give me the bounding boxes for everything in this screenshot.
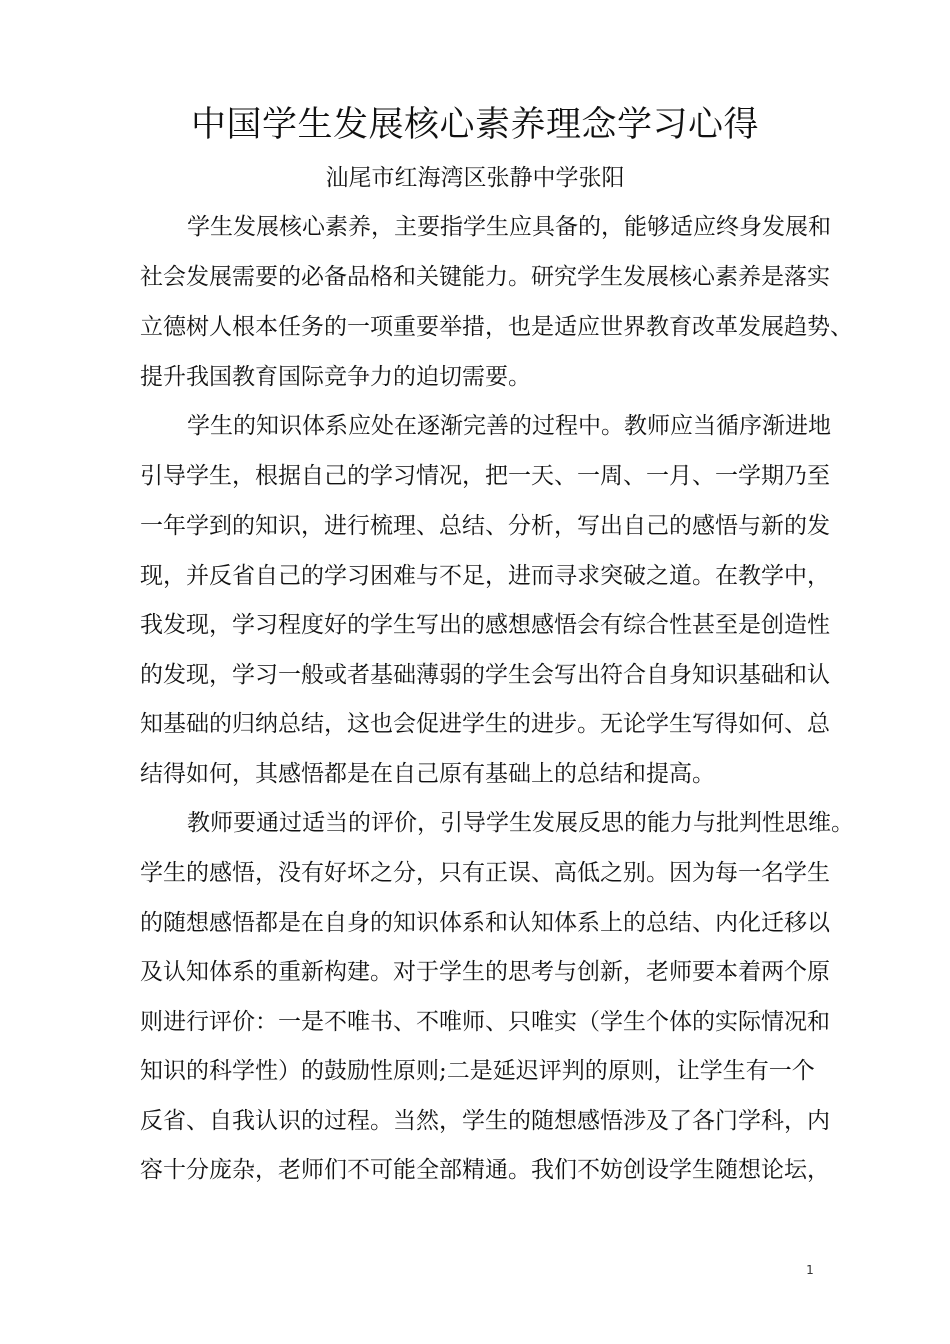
paragraph-2-line-4: 现，并反省自己的学习困难与不足，进而寻求突破之道。在教学中， [140,563,830,589]
paragraph-3-line-6: 知识的科学性）的鼓励性原则;二是延迟评判的原则，让学生有一个 [140,1058,815,1084]
paragraph-2-line-7: 知基础的归纳总结，这也会促进学生的进步。无论学生写得如何、总 [140,711,830,737]
paragraph-2-line-3: 一年学到的知识，进行梳理、总结、分析，写出自己的感悟与新的发 [140,513,830,539]
paragraph-3-line-3: 的随想感悟都是在自身的知识体系和认知体系上的总结、内化迁移以 [140,910,830,936]
paragraph-2-line-8: 结得如何，其感悟都是在自己原有基础上的总结和提高。 [140,761,715,787]
paragraph-2-line-5: 我发现，学习程度好的学生写出的感想感悟会有综合性甚至是创造性 [140,612,830,638]
paragraph-3-line-4: 及认知体系的重新构建。对于学生的思考与创新，老师要本着两个原 [140,959,830,985]
paragraph-1-line-1: 学生发展核心素养，主要指学生应具备的，能够适应终身发展和 [187,214,831,240]
paragraph-2-line-6: 的发现，学习一般或者基础薄弱的学生会写出符合自身知识基础和认 [140,662,830,688]
paragraph-3-line-2: 学生的感悟，没有好坏之分，只有正误、高低之别。因为每一名学生 [140,860,830,886]
paragraph-2-line-1: 学生的知识体系应处在逐渐完善的过程中。教师应当循序渐进地 [187,413,831,439]
author-line: 汕尾市红海湾区张静中学张阳 [325,165,625,191]
paragraph-1-line-3: 立德树人根本任务的一项重要举措，也是适应世界教育改革发展趋势、 [140,314,853,340]
paragraph-3-line-7: 反省、自我认识的过程。当然，学生的随想感悟涉及了各门学科，内 [140,1108,830,1134]
page-number: 1 [806,1263,814,1277]
paragraph-3-line-8: 容十分庞杂，老师们不可能全部精通。我们不妨创设学生随想论坛， [140,1157,830,1183]
paragraph-2-line-2: 引导学生，根据自己的学习情况，把一天、一周、一月、一学期乃至 [140,463,830,489]
paragraph-3-line-1: 教师要通过适当的评价，引导学生发展反思的能力与批判性思维。 [187,810,854,836]
paragraph-3-line-5: 则进行评价：一是不唯书、不唯师、只唯实（学生个体的实际情况和 [140,1009,830,1035]
paragraph-1-line-4: 提升我国教育国际竞争力的迫切需要。 [140,364,531,390]
paragraph-1-line-2: 社会发展需要的必备品格和关键能力。研究学生发展核心素养是落实 [140,264,830,290]
document-title: 中国学生发展核心素养理念学习心得 [190,105,759,145]
